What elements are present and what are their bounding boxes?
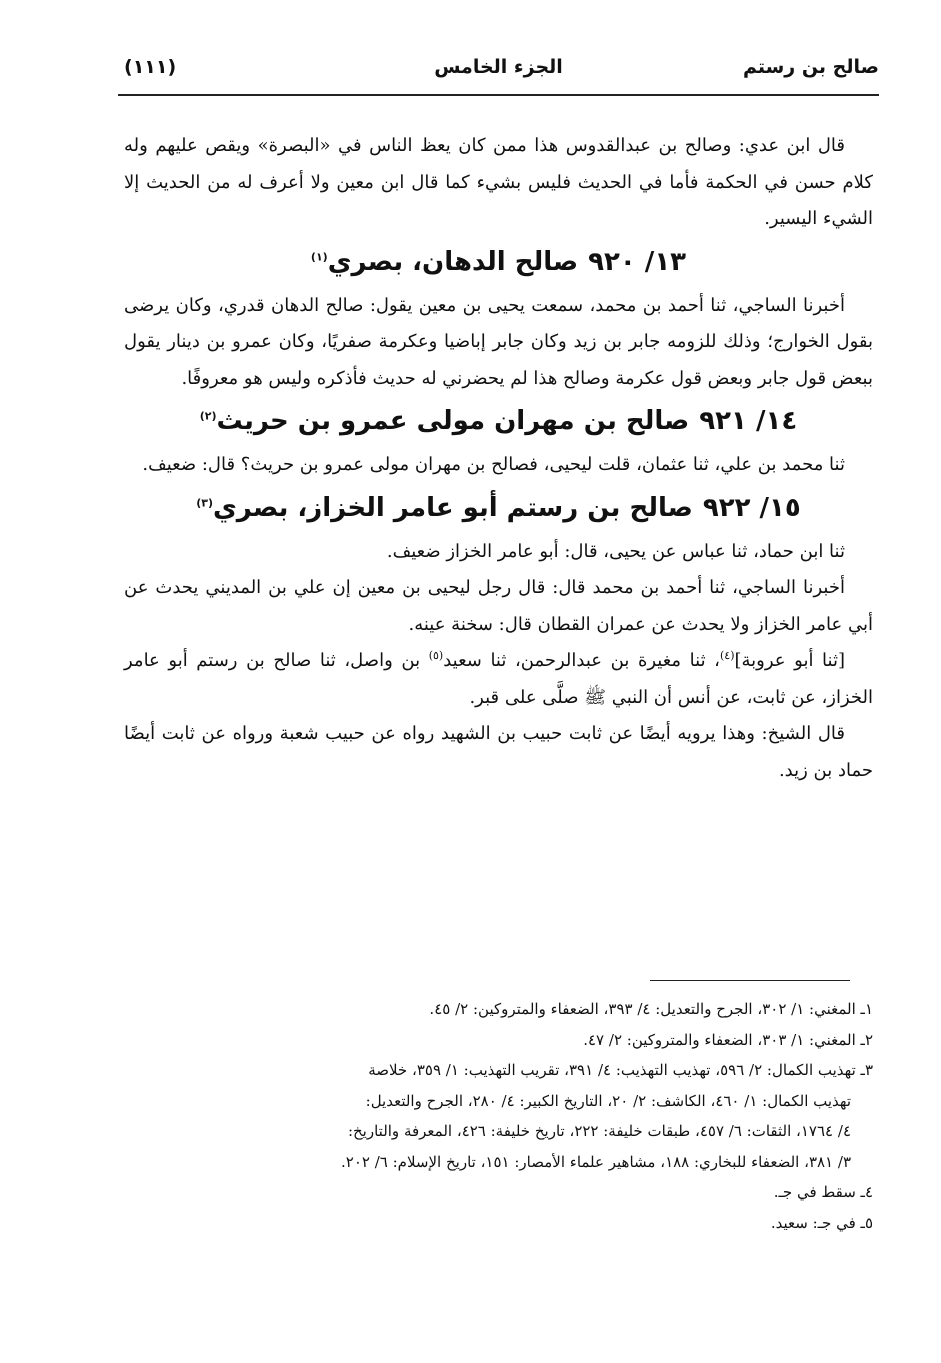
footnote-1: ١ـ المغني: ١/ ٣٠٢، الجرح والتعديل: ٤/ ٣٩٣، الضعفاء والمتروكين: ٢/ ٤٥. — [429, 1000, 873, 1018]
footnote-ref: (١) — [310, 249, 328, 263]
footnote-separator — [650, 980, 850, 981]
volume-title: الجزء الخامس — [434, 56, 563, 78]
paragraph-saji-khazzaz: أخبرنا الساجي، ثنا أحمد بن محمد قال: قال رجل ليحيى بن معين إن علي بن المديني يحدث عن أبي عامر الخزاز ولا يحدث عن عمران القطان قال: سخنة عينه. — [124, 577, 873, 635]
paragraph-shaykh: قال الشيخ: وهذا يرويه أيضًا عن ثابت حبيب بن الشهيد رواه عن حبيب شعبة ورواه عن ثابت أيضًا حماد بن زيد. — [124, 723, 873, 781]
footnote-3: ٣ـ تهذيب الكمال: ٢/ ٥٩٦، تهذيب التهذيب: ٤/ ٣٩١، تقريب التهذيب: ١/ ٣٥٩، خلاصة — [368, 1061, 873, 1079]
entry-number: ١٥/ ٩٢٢ — [702, 492, 801, 523]
text-segment: [ثنا أبو عروبة] — [734, 650, 845, 671]
footnote-2: ٢ـ المغني: ١/ ٣٠٣، الضعفاء والمتروكين: ٢/ ٤٧. — [583, 1030, 873, 1049]
text-segment: ، ثنا مغيرة بن عبدالرحمن، ثنا سعيد — [443, 650, 720, 671]
entry-heading-921 — [124, 401, 873, 441]
page-number: (١١١) — [124, 56, 177, 78]
entry-number: ١٣/ ٩٢٠ — [588, 246, 687, 277]
text-segment: بن واصل، ثنا صالح بن رستم أبو عامر الخزاز، عن ثابت، عن أنس أن النبي ﷺ صلَّى على قبر. — [124, 650, 873, 708]
entry-number: ١٤/ ٩٢١ — [699, 406, 798, 436]
paragraph-mehran: ثنا محمد بن علي، ثنا عثمان، قلت ليحيى، فصالح بن مهران مولى عمرو بن حريث؟ قال: ضعيف. — [142, 454, 845, 475]
footnote-ref: (٢) — [199, 409, 217, 423]
entry-name: صالح الدهان، بصري — [327, 246, 579, 277]
paragraph-saji-dahhan: أخبرنا الساجي، ثنا أحمد بن محمد، سمعت يحيى بن معين يقول: صالح الدهان قدري، وكان يرضى بقول الخوارج؛ وذلك للزومه جابر بن زيد وكان جابر إباضيا وعكرمة صفريًا، وكان عمرو بن دينار يقول ببعض قول جابر وبعض قول عكرمة وصالح هذا لم يحضرني له حديث فأذكره وليس هو معروفًا. — [124, 294, 873, 389]
running-title: صالح بن رستم — [742, 56, 879, 78]
entry-heading-920 — [124, 242, 873, 282]
footnote-ref: (٣) — [196, 495, 213, 509]
paragraph-abu-aruba — [124, 643, 873, 716]
page-header — [118, 48, 879, 96]
main-text — [124, 128, 873, 789]
footnote-ref: (٤) — [719, 649, 735, 662]
entry-name: صالح بن مهران مولى عمرو بن حريث — [216, 406, 690, 436]
footnote-3-line: تهذيب الكمال: ١/ ٤٦٠، الكاشف: ٢/ ٢٠، التاريخ الكبير: ٤/ ٢٨٠، الجرح والتعديل: — [365, 1091, 851, 1110]
entry-heading-922 — [124, 488, 873, 528]
entry-name: صالح بن رستم أبو عامر الخزاز، بصري — [212, 492, 693, 523]
footnote-3-line: ٤/ ١٧٦٤، الثقات: ٦/ ٤٥٧، طبقات خليفة: ٢٢٢، تاريخ خليفة: ٤٢٦، المعرفة والتاريخ: — [347, 1122, 851, 1140]
footnote-ref: (٥) — [428, 649, 444, 662]
footnotes — [120, 994, 873, 1238]
paragraph-ibn-hammad: ثنا ابن حماد، ثنا عباس عن يحيى، قال: أبو عامر الخزاز ضعيف. — [386, 540, 845, 562]
footnote-5: ٥ـ في جـ: سعيد. — [770, 1213, 873, 1232]
footnote-3-line: ٣/ ٣٨١، الضعفاء للبخاري: ١٨٨، مشاهير علماء الأمصار: ١٥١، تاريخ الإسلام: ٦/ ٢٠٢. — [341, 1152, 851, 1171]
paragraph-ibn-adi: قال ابن عدي: وصالح بن عبدالقدوس هذا ممن كان يعظ الناس في «البصرة» ويقص عليهم وله كلام حسن في الحكمة فأما في الحديث فليس بشيء كما قال ابن معين ولا أعرف له من الحديث إلا الشيء اليسير. — [124, 135, 873, 229]
footnote-4: ٤ـ سقط في جـ. — [773, 1183, 873, 1201]
